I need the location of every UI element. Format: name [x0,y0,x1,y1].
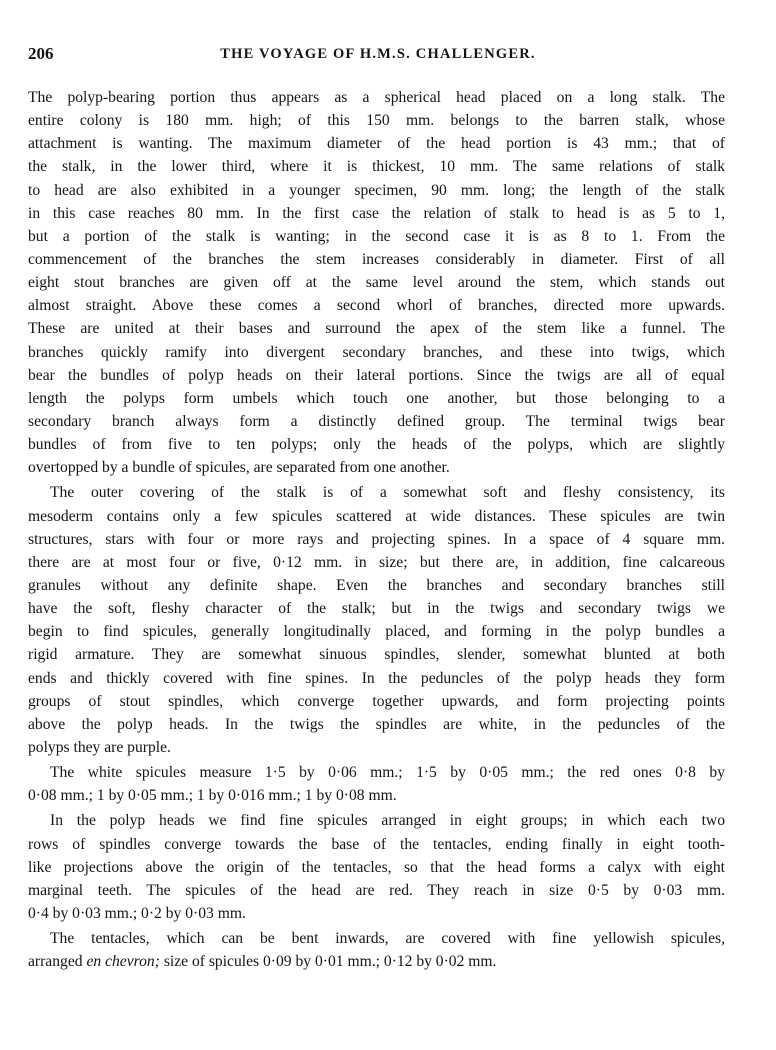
page-header [28,44,728,68]
text-line: there are at most four or five, 0·12 mm. in size; but there are, in addition, fine calcareous [28,553,725,571]
text-line: in this case reaches 80 mm. In the first case the relation of stalk to head is as 5 to 1, [28,204,725,222]
text-line: These are united at their bases and surround the apex of the stem like a funnel. The [28,320,725,338]
text-line: granules without any definite shape. Even the branches and secondary branches still [28,576,725,594]
text-fragment: size of spicules 0·09 by 0·01 mm.; 0·12 by 0·02 mm. [159,953,497,971]
body-text [28,86,725,973]
text-line: 0·4 by 0·03 mm.; 0·2 by 0·03 mm. [28,904,246,922]
paragraph [28,761,725,807]
running-title: THE VOYAGE OF H.M.S. CHALLENGER. [220,46,536,62]
text-line: like projections above the origin of the tentacles, so that the head forms a calyx with eight [28,858,725,876]
text-line: rigid armature. They are somewhat sinuous spindles, slender, somewhat blunted at both [28,646,725,664]
text-line: bundles of from five to ten polyps; only the heads of the polyps, which are slightly [28,436,725,454]
text-line [28,950,725,973]
paragraph [28,809,725,925]
text-line: begin to find spicules, generally longitudinally placed, and forming in the polyp bundles a [28,623,725,641]
text-line: have the soft, fleshy character of the stalk; but in the twigs and secondary twigs we [28,600,725,618]
text-line: eight stout branches are given off at the same level around the stem, which stands out [28,274,725,292]
text-line: The polyp-bearing portion thus appears as a spherical head placed on a long stalk. The [28,89,725,106]
text-line: branches quickly ramify into divergent secondary branches, and these into twigs, which [28,343,725,361]
paragraph [28,481,725,759]
text-fragment: arranged [28,953,87,971]
text-line: 0·08 mm.; 1 by 0·05 mm.; 1 by 0·016 mm.; 1 by 0·08 mm. [28,787,397,805]
text-line: but a portion of the stalk is wanting; in the second case it is as 8 to 1. From the [28,227,725,245]
text-line: rows of spindles converge towards the base of the tentacles, ending finally in eight tooth- [28,835,725,853]
text-line: to head are also exhibited in a younger specimen, 90 mm. long; the length of the stalk [28,181,725,199]
text-line: The tentacles, which can be bent inwards, are covered with fine yellowish spicules, [50,930,725,948]
text-line: attachment is wanting. The maximum diameter of the head portion is 43 mm.; that of [28,135,725,153]
paragraph [28,927,725,973]
text-line: commencement of the branches the stem increases considerably in diameter. First of all [28,250,725,268]
text-line: mesoderm contains only a few spicules scattered at wide distances. These spicules are twin [28,507,725,525]
text-line: The white spicules measure 1·5 by 0·06 mm.; 1·5 by 0·05 mm.; the red ones 0·8 by [50,764,725,782]
text-line: groups of stout spindles, which converge together upwards, and form projecting points [28,692,725,710]
text-line: marginal teeth. The spicules of the head are red. They reach in size 0·5 by 0·03 mm. [28,881,725,899]
text-line: structures, stars with four or more rays and projecting spines. In a space of 4 square mm. [28,530,725,548]
text-line: overtopped by a bundle of spicules, are separated from one another. [28,459,450,477]
text-line: almost straight. Above these comes a second whorl of branches, directed more upwards. [28,297,725,315]
text-line: ends and thickly covered with fine spines. In the peduncles of the polyp heads they form [28,669,725,687]
text-line: entire colony is 180 mm. high; of this 150 mm. belongs to the barren stalk, whose [28,112,725,130]
page-number: 206 [28,44,54,63]
paragraph [28,86,725,479]
text-line: the stalk, in the lower third, where it is thickest, 10 mm. The same relations of stalk [28,158,725,176]
text-line: length the polyps form umbels which touch one another, but those belonging to a [28,389,725,407]
text-line: secondary branch always form a distinctly defined group. The terminal twigs bear [28,412,725,430]
text-line: polyps they are purple. [28,738,171,756]
text-line: above the polyp heads. In the twigs the spindles are white, in the peduncles of the [28,715,725,733]
text-line: The outer covering of the stalk is of a somewhat soft and fleshy consistency, its [50,484,725,502]
italic-phrase: en chevron; [86,953,160,971]
text-line: In the polyp heads we find fine spicules arranged in eight groups; in which each two [50,812,725,830]
text-line: bear the bundles of polyp heads on their lateral portions. Since the twigs are all of equal [28,366,725,384]
